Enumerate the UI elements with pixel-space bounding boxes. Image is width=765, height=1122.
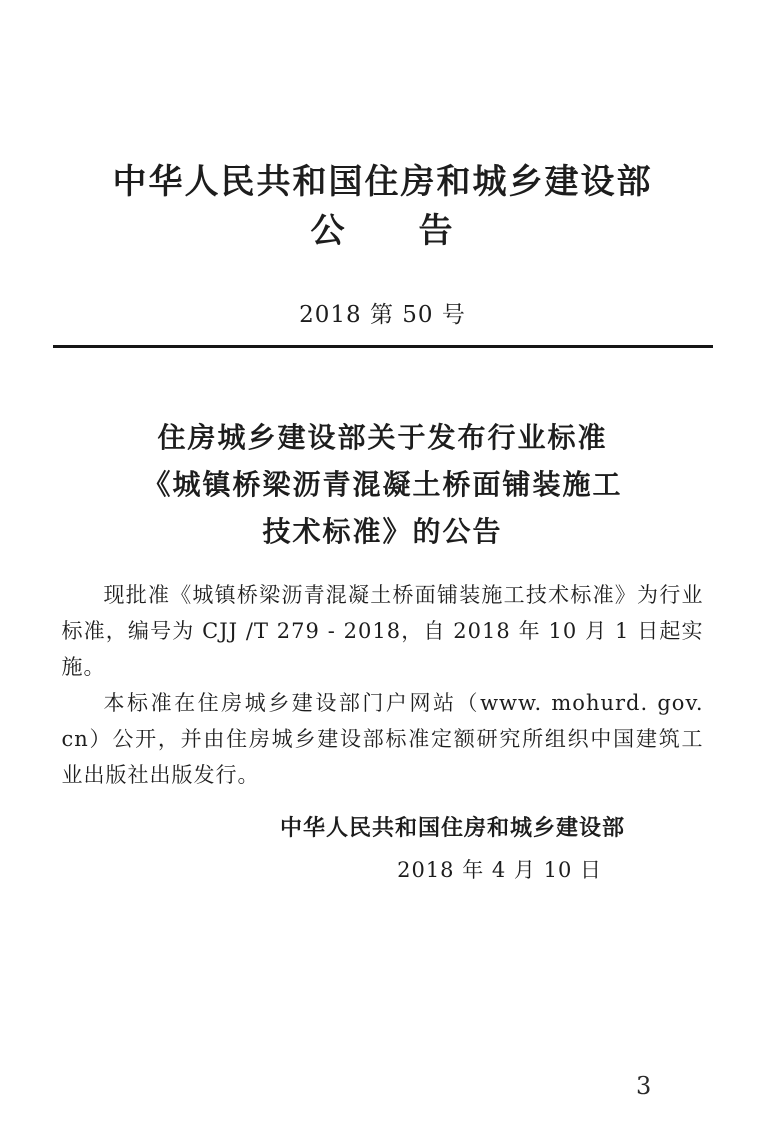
notice-title-line3: 技术标准》的公告 xyxy=(262,515,503,549)
announcement-heading: 公 告 xyxy=(310,210,455,251)
signature-date: 2018 年 4 月 10 日 xyxy=(397,858,602,883)
body-paragraph-2: 本标准在住房城乡建设部门户网站（www. mohurd. gov. cn）公开，并由住房城乡建设部标准定额研究所组织中国建筑工业出版社出版发行。 xyxy=(61,691,704,788)
notice-title xyxy=(0,414,765,555)
divider-rule xyxy=(53,345,713,348)
notice-body xyxy=(62,577,704,793)
notice-title-line1: 住房城乡建设部关于发布行业标准 xyxy=(157,421,608,455)
document-number: 2018 第 50 号 xyxy=(299,301,466,328)
body-paragraph-1: 现批准《城镇桥梁沥青混凝土桥面铺装施工技术标准》为行业标准，编号为 CJJ /T 279 - 2018，自 2018 年 10 月 1 日起实施。 xyxy=(61,583,704,680)
signature-issuer: 中华人民共和国住房和城乡建设部 xyxy=(279,816,625,842)
page-number: 3 xyxy=(636,1072,652,1100)
notice-title-line2: 《城镇桥梁沥青混凝土桥面铺装施工 xyxy=(142,468,623,502)
ministry-name-heading: 中华人民共和国住房和城乡建设部 xyxy=(112,162,653,202)
